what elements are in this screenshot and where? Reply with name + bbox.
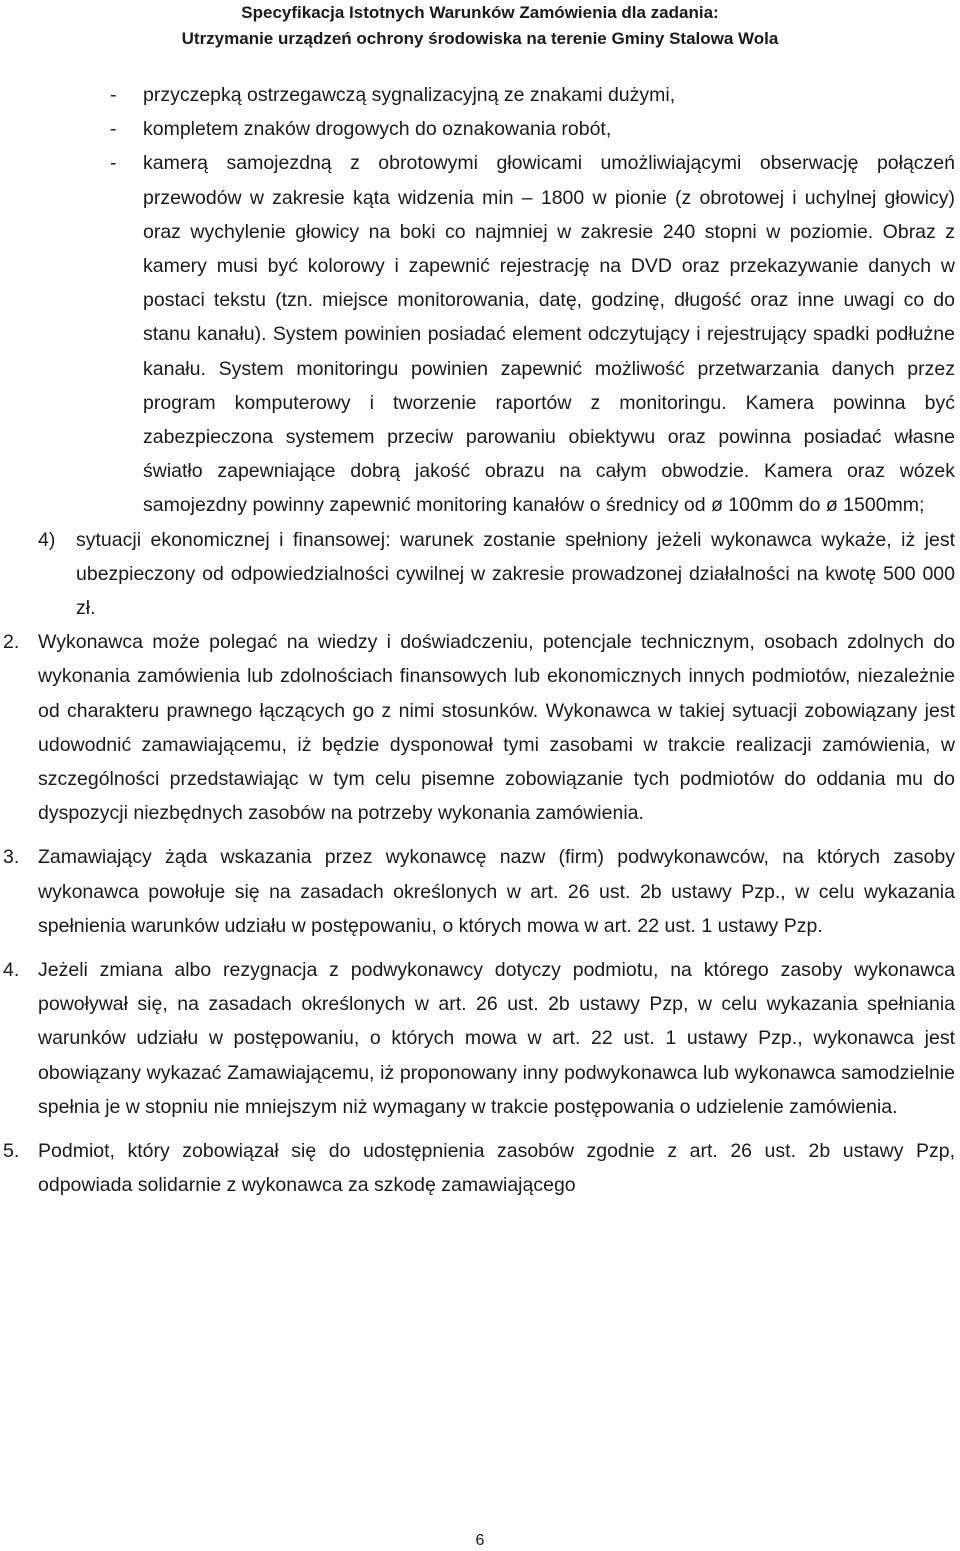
section-item-3 [0, 840, 960, 943]
document-body [0, 78, 960, 1203]
page-header [0, 0, 960, 52]
section-number: 4. [3, 959, 20, 982]
header-title-line2: Utrzymanie urządzeń ochrony środowiska na terenie Gminy Stalowa Wola [181, 29, 779, 48]
list-item [0, 112, 960, 146]
section-text: Podmiot, który zobowiązał się do udostępnienia zasobów zgodnie z art. 26 ust. 2b ustawy Pzp, odpowiada solidarnie z wykonawca za szkodę zamawiającego [38, 1140, 955, 1197]
section-number: 5. [3, 1140, 20, 1163]
list-dash-marker: - [110, 118, 117, 141]
section-text: Wykonawca może polegać na wiedzy i doświadczeniu, potencjale technicznym, osobach zdolnych do wykonania zamówienia lub zdolnościach finansowych lub ekonomicznych innych podmiotów, niezależnie od charakteru prawnego łączących go z nimi stosunków. Wykonawca w takiej sytuacji zobowiązany jest udowodnić zamawiającemu, iż będzie dysponował tymi zasobami w trakcie realizacji zamówienia, w szczególności przedstawiając w tym celu pisemne zobowiązanie tych podmiotów do oddania mu do dyspozycji niezbędnych zasobów na potrzeby wykonania zamówienia. [38, 631, 955, 825]
condition-item-4 [0, 523, 960, 626]
section-text: Zamawiający żąda wskazania przez wykonawcę nazw (firm) podwykonawców, na których zasoby wykonawca powołuje się na zasadach określonych w art. 26 ust. 2b ustawy Pzp., w celu wykazania spełnienia warunków udziału w postępowaniu, o których mowa w art. 22 ust. 1 ustawy Pzp. [38, 846, 955, 937]
list-item [0, 78, 960, 112]
section-item-2 [0, 625, 960, 830]
page-number: 6 [475, 1532, 485, 1549]
list-item-text: przyczepką ostrzegawczą sygnalizacyjną ze znakami dużymi, [143, 84, 676, 106]
section-text: Jeżeli zmiana albo rezygnacja z podwykonawcy dotyczy podmiotu, na którego zasoby wykonawca powoływał się, na zasadach określonych w art. 26 ust. 2b ustawy Pzp, w celu wykazania spełniania warunków udziału w postępowaniu, o których mowa w art. 22 ust. 1 ustawy Pzp., wykonawca jest obowiązany wykazać Zamawiającemu, iż proponowany inny podwykonawca lub wykonawca samodzielnie spełnia je w stopniu nie mniejszym niż wymagany w trakcie postępowania o udzielenie zamówienia. [38, 959, 955, 1118]
list-item-text: kamerą samojezdną z obrotowymi głowicami umożliwiającymi obserwację połączeń przewodów w zakresie kąta widzenia min – 1800 w pionie (z obrotowej i uchylnej głowicy) oraz wychylenie głowicy na boki co najmniej w zakresie 240 stopni w poziomie. Obraz z kamery musi być kolorowy i zapewnić rejestrację na DVD oraz przekazywanie danych w postaci tekstu (tzn. miejsce monitorowania, datę, godzinę, długość oraz inne uwagi co do stanu kanału). System powinien posiadać element odczytujący i rejestrujący spadki podłużne kanału. System monitoringu powinien zapewnić możliwość przetwarzania danych przez program komputerowy i tworzenie raportów z monitoringu. Kamera powinna być zabezpieczona systemem przeciw parowaniu obiektywu oraz powinna posiadać własne światło zapewniające dobrą jakość obrazu na całym obwodzie. Kamera oraz wózek samojezdny powinny zapewnić monitoring kanałów o średnicy od ø 100mm do ø 1500mm; [143, 152, 955, 517]
section-item-4 [0, 953, 960, 1124]
header-title-line1: Specyfikacja Istotnych Warunków Zamówienia dla zadania: [241, 3, 719, 22]
section-item-5 [0, 1134, 960, 1202]
list-number-marker: 4) [38, 528, 56, 551]
list-item-text: kompletem znaków drogowych do oznakowania robót, [143, 118, 612, 141]
section-number: 2. [3, 631, 20, 654]
list-dash-marker: - [110, 84, 117, 106]
section-number: 3. [3, 846, 20, 869]
list-item-text: sytuacji ekonomicznej i finansowej: warunek zostanie spełniony jeżeli wykonawca wykaże, iż jest ubezpieczony od odpowiedzialności cywilnej w zakresie prowadzonej działalności na kwotę 500 000 zł. [76, 528, 955, 620]
list-item [0, 146, 960, 522]
list-dash-marker: - [110, 152, 117, 175]
